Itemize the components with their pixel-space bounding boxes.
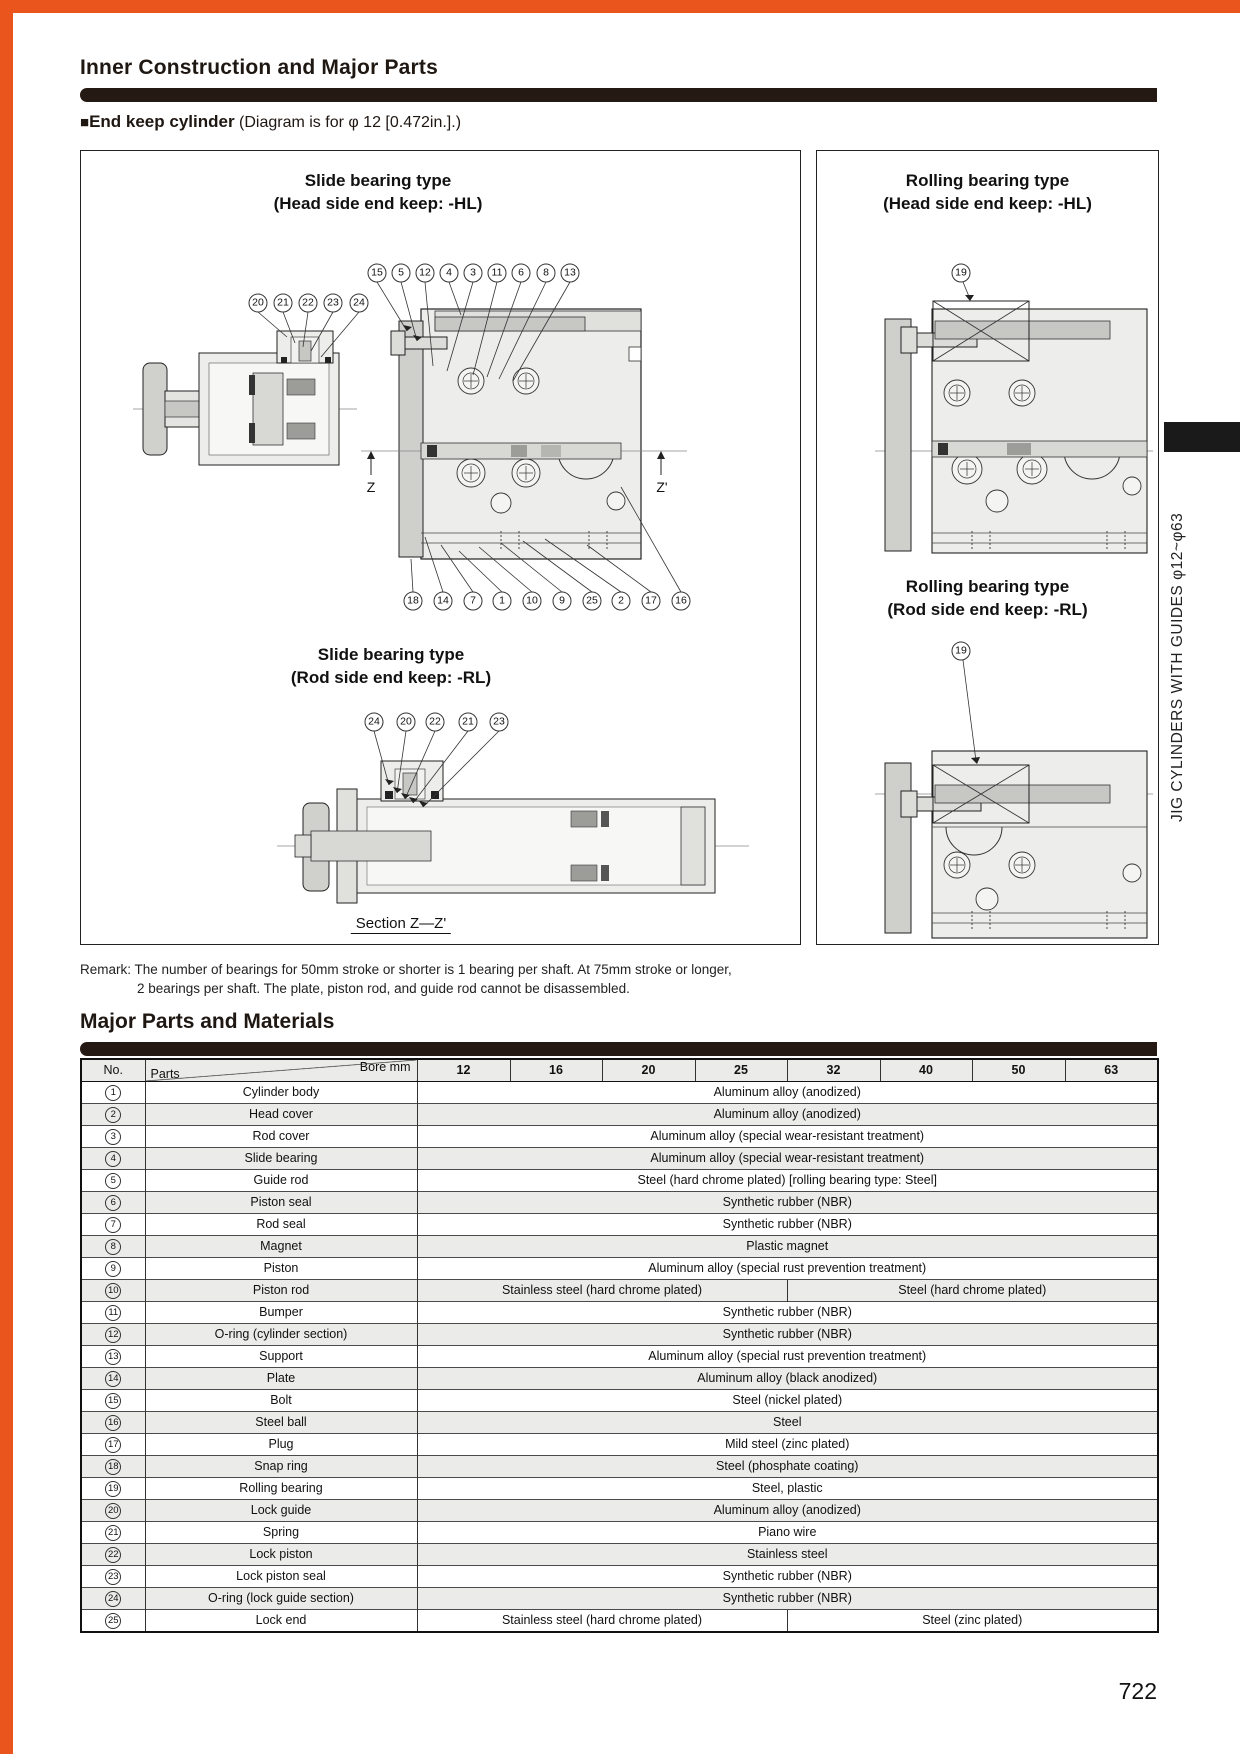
section-mark-z: Z xyxy=(366,479,376,495)
table-row xyxy=(81,1214,1158,1236)
col-header-bore-16: 16 xyxy=(510,1059,602,1082)
table-row xyxy=(81,1588,1158,1610)
circled-number: 5 xyxy=(105,1173,121,1189)
circled-number: 18 xyxy=(105,1459,121,1475)
cell-part-name: Rolling bearing xyxy=(145,1478,417,1500)
callout-lock-hl-20: 20 xyxy=(249,294,268,313)
cell-no xyxy=(81,1434,145,1456)
table-row xyxy=(81,1544,1158,1566)
circled-number: 22 xyxy=(105,1547,121,1563)
callout-bottom-16: 16 xyxy=(672,592,691,611)
remark-line2: 2 bearings per shaft. The plate, piston rod, and guide rod cannot be disassembled. xyxy=(137,981,630,996)
cell-part-name: Piston rod xyxy=(145,1280,417,1302)
cell-material: Aluminum alloy (special wear-resistant treatment) xyxy=(417,1148,1158,1170)
table-row xyxy=(81,1192,1158,1214)
cell-material: Aluminum alloy (special rust prevention treatment) xyxy=(417,1346,1158,1368)
hl-rolling-title-line1: Rolling bearing type xyxy=(905,171,1070,190)
col-header-bore-20: 20 xyxy=(602,1059,695,1082)
cell-no xyxy=(81,1170,145,1192)
table-row xyxy=(81,1566,1158,1588)
slide-bearing-diagram-box xyxy=(80,150,801,945)
callout-top-5: 5 xyxy=(392,264,411,283)
cell-part-name: O-ring (cylinder section) xyxy=(145,1324,417,1346)
cell-no xyxy=(81,1610,145,1633)
col-header-bore-12: 12 xyxy=(417,1059,510,1082)
circled-number: 8 xyxy=(105,1239,121,1255)
callout-top-4: 4 xyxy=(440,264,459,283)
hl-rolling-title-line2: (Head side end keep: -HL) xyxy=(883,194,1092,213)
cell-no xyxy=(81,1412,145,1434)
circled-number: 11 xyxy=(105,1305,121,1321)
callout-lock-rl-22: 22 xyxy=(426,713,445,732)
callout-bottom-9: 9 xyxy=(553,592,572,611)
circled-number: 23 xyxy=(105,1569,121,1585)
cell-material: Steel (hard chrome plated) xyxy=(787,1280,1158,1302)
cell-material: Steel (phosphate coating) xyxy=(417,1456,1158,1478)
hl-slide-title-line2: (Head side end keep: -HL) xyxy=(273,194,483,213)
rl-rolling-title-line1: Rolling bearing type xyxy=(905,577,1070,596)
cell-material: Steel, plastic xyxy=(417,1478,1158,1500)
rl-slide-title-line1: Slide bearing type xyxy=(317,645,465,664)
table-header-row xyxy=(81,1059,1158,1082)
callout-lock-hl-21: 21 xyxy=(274,294,293,313)
callout-lock-hl-24: 24 xyxy=(350,294,369,313)
cell-no xyxy=(81,1192,145,1214)
cell-material: Synthetic rubber (NBR) xyxy=(417,1324,1158,1346)
circled-number: 25 xyxy=(105,1613,121,1629)
section-zz-label: Section Z—Z' xyxy=(351,915,451,934)
cell-material: Piano wire xyxy=(417,1522,1158,1544)
callout-bottom-2: 2 xyxy=(612,592,631,611)
cell-part-name: Slide bearing xyxy=(145,1148,417,1170)
remark-line1: Remark: The number of bearings for 50mm stroke or shorter is 1 bearing per shaft. At 75mm stroke or longer, xyxy=(80,962,732,977)
circled-number: 20 xyxy=(105,1503,121,1519)
circled-number: 13 xyxy=(105,1349,121,1365)
table-row xyxy=(81,1126,1158,1148)
circled-number: 15 xyxy=(105,1393,121,1409)
table-row xyxy=(81,1434,1158,1456)
subtitle-rest: (Diagram is for φ 12 [0.472in.].) xyxy=(234,114,462,131)
cell-part-name: Cylinder body xyxy=(145,1082,417,1104)
cell-no xyxy=(81,1500,145,1522)
section-title-major-parts: Major Parts and Materials xyxy=(80,1010,335,1033)
rolling-bearing-diagram-art xyxy=(817,151,1158,944)
callout-lock-rl-23: 23 xyxy=(490,713,509,732)
table-row xyxy=(81,1236,1158,1258)
cell-part-name: Plate xyxy=(145,1368,417,1390)
table-row xyxy=(81,1456,1158,1478)
cell-no xyxy=(81,1390,145,1412)
table-row xyxy=(81,1082,1158,1104)
circled-number: 7 xyxy=(105,1217,121,1233)
hl-slide-title xyxy=(178,169,578,215)
callout-lock-rl-24: 24 xyxy=(365,713,384,732)
callout-top-8: 8 xyxy=(537,264,556,283)
rl-slide-title xyxy=(191,643,591,689)
page-title: Inner Construction and Major Parts xyxy=(80,56,439,79)
cell-part-name: Lock piston xyxy=(145,1544,417,1566)
cell-part-name: Lock end xyxy=(145,1610,417,1633)
table-row xyxy=(81,1346,1158,1368)
circled-number: 19 xyxy=(105,1481,121,1497)
cell-material: Steel (nickel plated) xyxy=(417,1390,1158,1412)
page-edge-left xyxy=(0,0,13,1754)
callout-bottom-14: 14 xyxy=(434,592,453,611)
cell-material: Aluminum alloy (black anodized) xyxy=(417,1368,1158,1390)
cell-no xyxy=(81,1280,145,1302)
section-bar-rule xyxy=(80,1042,1157,1056)
table-row xyxy=(81,1280,1158,1302)
callout-lock-hl-23: 23 xyxy=(324,294,343,313)
circled-number: 10 xyxy=(105,1283,121,1299)
circled-number: 12 xyxy=(105,1327,121,1343)
cell-material: Aluminum alloy (special wear-resistant treatment) xyxy=(417,1126,1158,1148)
callout-19-rl: 19 xyxy=(952,642,971,661)
cell-no xyxy=(81,1104,145,1126)
cell-no xyxy=(81,1236,145,1258)
circled-number: 17 xyxy=(105,1437,121,1453)
cell-part-name: Head cover xyxy=(145,1104,417,1126)
cell-part-name: O-ring (lock guide section) xyxy=(145,1588,417,1610)
callout-top-11: 11 xyxy=(488,264,507,283)
cell-part-name: Rod cover xyxy=(145,1126,417,1148)
callout-top-12: 12 xyxy=(416,264,435,283)
cell-material: Synthetic rubber (NBR) xyxy=(417,1214,1158,1236)
circled-number: 14 xyxy=(105,1371,121,1387)
circled-number: 3 xyxy=(105,1129,121,1145)
table-row xyxy=(81,1412,1158,1434)
rl-slide-title-line2: (Rod side end keep: -RL) xyxy=(290,668,492,687)
callout-bottom-18: 18 xyxy=(404,592,423,611)
cell-material: Mild steel (zinc plated) xyxy=(417,1434,1158,1456)
cell-part-name: Magnet xyxy=(145,1236,417,1258)
col-header-bore-50: 50 xyxy=(972,1059,1065,1082)
cell-part-name: Steel ball xyxy=(145,1412,417,1434)
cell-part-name: Piston seal xyxy=(145,1192,417,1214)
cell-material: Stainless steel (hard chrome plated) xyxy=(417,1610,787,1633)
remark-note xyxy=(80,960,1080,998)
major-parts-table xyxy=(80,1058,1159,1633)
cell-material: Aluminum alloy (special rust prevention treatment) xyxy=(417,1258,1158,1280)
cell-material: Plastic magnet xyxy=(417,1236,1158,1258)
cell-material: Aluminum alloy (anodized) xyxy=(417,1500,1158,1522)
edge-index-tab xyxy=(1164,422,1240,452)
cell-no xyxy=(81,1324,145,1346)
cell-no xyxy=(81,1126,145,1148)
cell-no xyxy=(81,1456,145,1478)
cell-part-name: Piston xyxy=(145,1258,417,1280)
cell-no xyxy=(81,1214,145,1236)
cell-part-name: Rod seal xyxy=(145,1214,417,1236)
callout-bottom-25: 25 xyxy=(583,592,602,611)
circled-number: 4 xyxy=(105,1151,121,1167)
cell-no xyxy=(81,1544,145,1566)
cell-no xyxy=(81,1258,145,1280)
circled-number: 24 xyxy=(105,1591,121,1607)
col-header-no: No. xyxy=(81,1059,145,1082)
title-bar-rule xyxy=(80,88,1157,102)
table-row xyxy=(81,1148,1158,1170)
cell-material: Steel (hard chrome plated) [rolling bearing type: Steel] xyxy=(417,1170,1158,1192)
cell-material: Synthetic rubber (NBR) xyxy=(417,1588,1158,1610)
col-header-bore-25: 25 xyxy=(695,1059,787,1082)
cell-no xyxy=(81,1148,145,1170)
cell-no xyxy=(81,1368,145,1390)
cell-material: Aluminum alloy (anodized) xyxy=(417,1104,1158,1126)
cell-part-name: Snap ring xyxy=(145,1456,417,1478)
sidebar-vertical-title: JIG CYLINDERS WITH GUIDES φ12~φ63 xyxy=(1169,512,1186,822)
bore-mm-label: Bore mm xyxy=(359,1060,411,1074)
section-mark-z-prime: Z' xyxy=(656,479,668,495)
col-header-bore-40: 40 xyxy=(880,1059,972,1082)
square-bullet-icon: ■ xyxy=(80,114,90,131)
table-row xyxy=(81,1170,1158,1192)
cell-no xyxy=(81,1588,145,1610)
cell-part-name: Spring xyxy=(145,1522,417,1544)
subtitle-end-keep-cylinder xyxy=(80,112,980,132)
cell-part-name: Plug xyxy=(145,1434,417,1456)
table-row xyxy=(81,1302,1158,1324)
callout-lock-hl-22: 22 xyxy=(299,294,318,313)
circled-number: 6 xyxy=(105,1195,121,1211)
cell-no xyxy=(81,1082,145,1104)
callout-top-3: 3 xyxy=(464,264,483,283)
circled-number: 16 xyxy=(105,1415,121,1431)
cell-part-name: Guide rod xyxy=(145,1170,417,1192)
cell-material: Synthetic rubber (NBR) xyxy=(417,1566,1158,1588)
col-header-bore-32: 32 xyxy=(787,1059,880,1082)
cell-material: Steel (zinc plated) xyxy=(787,1610,1158,1633)
callout-lock-rl-21: 21 xyxy=(459,713,478,732)
callout-19-hl: 19 xyxy=(952,264,971,283)
circled-number: 21 xyxy=(105,1525,121,1541)
callout-top-13: 13 xyxy=(561,264,580,283)
callout-top-6: 6 xyxy=(512,264,531,283)
cell-part-name: Bolt xyxy=(145,1390,417,1412)
cell-material: Stainless steel xyxy=(417,1544,1158,1566)
major-parts-table-wrap xyxy=(80,1058,1159,1633)
callout-top-15: 15 xyxy=(368,264,387,283)
callout-bottom-1: 1 xyxy=(493,592,512,611)
table-row xyxy=(81,1500,1158,1522)
table-row xyxy=(81,1258,1158,1280)
col-header-parts-bore xyxy=(145,1059,417,1082)
cell-part-name: Bumper xyxy=(145,1302,417,1324)
col-header-bore-63: 63 xyxy=(1065,1059,1158,1082)
table-row xyxy=(81,1390,1158,1412)
callout-lock-rl-20: 20 xyxy=(397,713,416,732)
circled-number: 9 xyxy=(105,1261,121,1277)
table-row xyxy=(81,1324,1158,1346)
table-row xyxy=(81,1610,1158,1633)
circled-number: 1 xyxy=(105,1085,121,1101)
callout-bottom-10: 10 xyxy=(523,592,542,611)
cell-material: Stainless steel (hard chrome plated) xyxy=(417,1280,787,1302)
callout-bottom-17: 17 xyxy=(642,592,661,611)
rl-rolling-title-line2: (Rod side end keep: -RL) xyxy=(887,600,1088,619)
cell-no xyxy=(81,1478,145,1500)
page-edge-top xyxy=(0,0,1240,13)
cell-part-name: Lock guide xyxy=(145,1500,417,1522)
circled-number: 2 xyxy=(105,1107,121,1123)
cell-material: Synthetic rubber (NBR) xyxy=(417,1302,1158,1324)
page-number: 722 xyxy=(1118,1678,1157,1704)
cell-no xyxy=(81,1566,145,1588)
cell-material: Aluminum alloy (anodized) xyxy=(417,1082,1158,1104)
table-row xyxy=(81,1478,1158,1500)
table-row xyxy=(81,1522,1158,1544)
hl-slide-title-line1: Slide bearing type xyxy=(304,171,452,190)
parts-label: Parts xyxy=(150,1067,180,1081)
rl-rolling-title xyxy=(817,575,1158,621)
cell-material: Synthetic rubber (NBR) xyxy=(417,1192,1158,1214)
cell-no xyxy=(81,1346,145,1368)
cell-no xyxy=(81,1522,145,1544)
table-row xyxy=(81,1368,1158,1390)
cell-material: Steel xyxy=(417,1412,1158,1434)
cell-part-name: Lock piston seal xyxy=(145,1566,417,1588)
cell-part-name: Support xyxy=(145,1346,417,1368)
subtitle-bold: End keep cylinder xyxy=(89,112,235,131)
cell-no xyxy=(81,1302,145,1324)
table-row xyxy=(81,1104,1158,1126)
hl-rolling-title xyxy=(817,169,1158,215)
callout-bottom-7: 7 xyxy=(464,592,483,611)
rolling-bearing-diagram-box xyxy=(816,150,1159,945)
